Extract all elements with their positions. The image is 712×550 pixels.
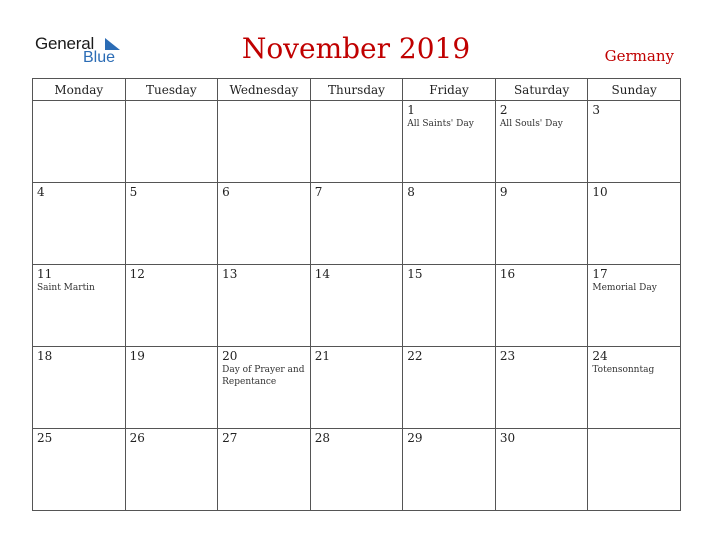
day-number: 20 xyxy=(222,349,238,363)
day-cell xyxy=(588,183,681,265)
day-cell xyxy=(125,183,218,265)
weekday-header-row xyxy=(33,79,681,101)
day-number: 8 xyxy=(407,185,415,199)
day-cell xyxy=(403,347,496,429)
day-number: 5 xyxy=(129,185,138,199)
day-cell xyxy=(125,265,218,347)
day-cell xyxy=(33,183,126,265)
day-number: 4 xyxy=(37,185,45,199)
holiday-label: All Saints' Day xyxy=(407,119,474,129)
day-number: 15 xyxy=(407,267,423,281)
weekday-header: Monday xyxy=(33,79,126,101)
day-number: 3 xyxy=(592,103,601,117)
day-cell xyxy=(310,347,403,429)
day-cell xyxy=(495,183,588,265)
day-cell xyxy=(403,183,496,265)
holiday-label: Day of Prayer and Repentance xyxy=(222,365,305,387)
day-cell xyxy=(218,429,311,511)
day-number: 6 xyxy=(222,185,230,199)
day-cell xyxy=(495,265,588,347)
week-row xyxy=(33,429,681,511)
day-cell xyxy=(125,429,218,511)
day-number: 14 xyxy=(314,267,330,281)
logo-text-general: General xyxy=(35,34,95,53)
day-cell xyxy=(310,429,403,511)
day-number: 11 xyxy=(37,267,53,281)
calendar-title: November 2019 xyxy=(241,32,471,65)
day-cell xyxy=(33,265,126,347)
country-label: Germany xyxy=(604,47,674,65)
day-number: 25 xyxy=(37,431,53,445)
day-cell xyxy=(495,347,588,429)
weekday-header: Thursday xyxy=(310,79,403,101)
day-number: 30 xyxy=(499,431,516,445)
day-number: 10 xyxy=(592,185,608,199)
week-row xyxy=(33,347,681,429)
day-cell xyxy=(33,101,126,183)
day-cell xyxy=(310,183,403,265)
holiday-label: All Souls' Day xyxy=(499,119,563,129)
day-number: 27 xyxy=(222,431,238,445)
week-row xyxy=(33,183,681,265)
holiday-label: Memorial Day xyxy=(592,283,657,293)
day-cell xyxy=(495,101,588,183)
day-number: 29 xyxy=(407,431,423,445)
day-number: 17 xyxy=(592,267,608,281)
calendar-grid xyxy=(32,78,681,511)
day-number: 13 xyxy=(222,267,238,281)
day-cell xyxy=(218,347,311,429)
holiday-label: Saint Martin xyxy=(37,283,95,293)
day-cell xyxy=(403,101,496,183)
logo-text-blue: Blue xyxy=(83,49,116,66)
weekday-header: Tuesday xyxy=(125,79,218,101)
day-number: 9 xyxy=(499,185,508,199)
weekday-header: Friday xyxy=(403,79,496,101)
day-cell xyxy=(33,429,126,511)
week-row xyxy=(33,265,681,347)
day-number: 1 xyxy=(407,103,415,117)
day-cell xyxy=(588,347,681,429)
day-number: 28 xyxy=(314,431,330,445)
day-cell xyxy=(218,265,311,347)
holiday-label: Totensonntag xyxy=(592,365,655,375)
week-row xyxy=(33,101,681,183)
day-cell xyxy=(588,101,681,183)
day-number: 24 xyxy=(592,349,608,363)
day-cell xyxy=(310,101,403,183)
day-cell xyxy=(310,265,403,347)
day-cell xyxy=(588,265,681,347)
day-number: 16 xyxy=(499,267,516,281)
day-cell xyxy=(125,101,218,183)
day-number: 22 xyxy=(407,349,423,363)
day-cell xyxy=(218,183,311,265)
day-number: 18 xyxy=(37,349,53,363)
day-cell xyxy=(218,101,311,183)
day-number: 19 xyxy=(129,349,145,363)
weekday-header: Saturday xyxy=(495,79,588,101)
day-cell xyxy=(495,429,588,511)
weekday-header: Sunday xyxy=(588,79,681,101)
day-cell xyxy=(588,429,681,511)
day-cell xyxy=(403,265,496,347)
day-number: 7 xyxy=(314,185,323,199)
day-number: 23 xyxy=(499,349,516,363)
weekday-header: Wednesday xyxy=(218,79,311,101)
day-number: 21 xyxy=(314,349,330,363)
day-number: 2 xyxy=(499,103,508,117)
day-cell xyxy=(403,429,496,511)
day-cell xyxy=(33,347,126,429)
day-number: 12 xyxy=(129,267,145,281)
day-number: 26 xyxy=(129,431,145,445)
day-cell xyxy=(125,347,218,429)
